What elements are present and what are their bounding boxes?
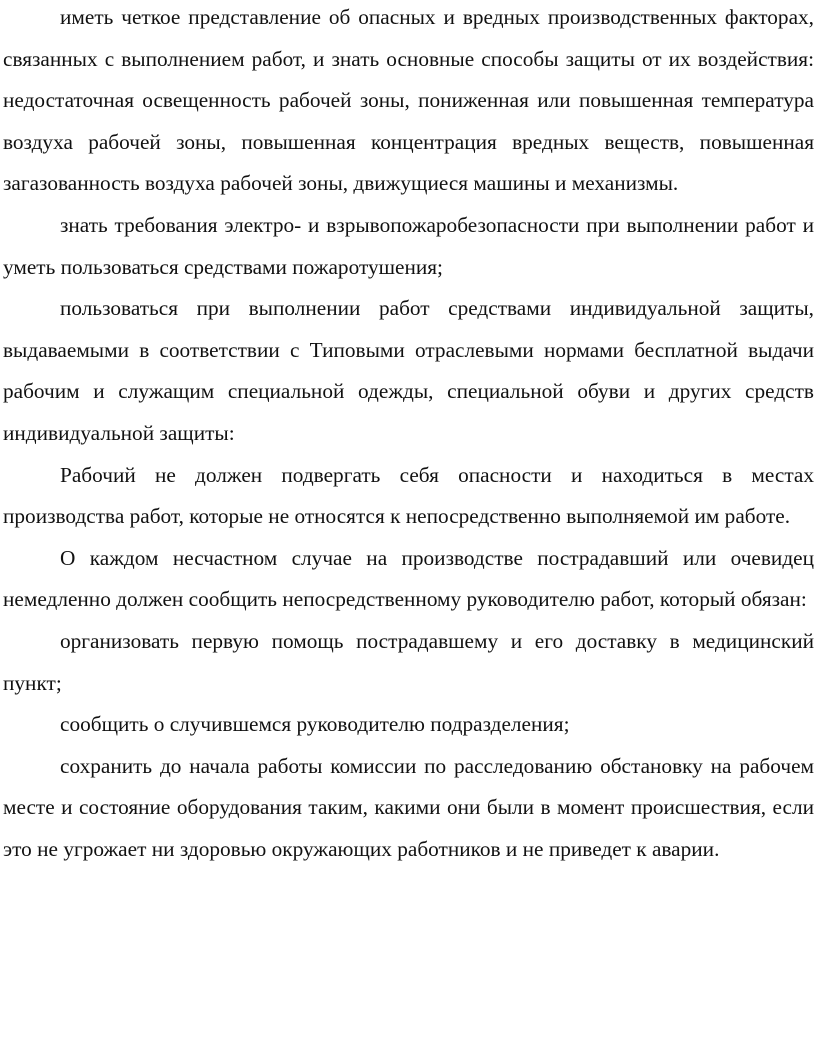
paragraph-ppe-usage: пользоваться при выполнении работ средствами индивидуальной защиты, выдаваемыми в соответствии с Типовыми отраслевыми нормами бесплатной выдачи рабочим и служащим специальной одежды, специальной обуви и других средств индивидуальной защиты: [3,296,814,445]
paragraph-fire-safety: знать требования электро- и взрывопожаробезопасности при выполнении работ и уметь пользоваться средствами пожаротушения; [3,212,814,279]
paragraph-accident-reporting: О каждом несчастном случае на производстве пострадавший или очевидец немедленно должен сообщить непосредственному руководителю работ, который обязан: [3,545,814,612]
paragraph-worker-restriction: Рабочий не должен подвергать себя опасности и находиться в местах производства работ, которые не относятся к непосредственно выполняемой им работе. [3,462,814,529]
paragraph-preserve-scene: сохранить до начала работы комиссии по расследованию обстановку на рабочем месте и состояние оборудования таким, какими они были в момент происшествия, если это не угрожает ни здоровью окружающих работников и не приведет к аварии. [3,753,814,861]
paragraph-first-aid: организовать первую помощь пострадавшему и его доставку в медицинский пункт; [3,628,814,695]
paragraph-notify-supervisor: сообщить о случившемся руководителю подразделения; [60,712,570,737]
paragraph-hazard-awareness: иметь четкое представление об опасных и вредных производственных факторах, связанных с выполнением работ, и знать основные способы защиты от их воздействия: недостаточная освещенность рабочей зоны, пониженная или повышенная температура воздуха рабочей зоны, повышенная концентрация вредных веществ, повышенная загазованность воздуха рабочей зоны, движущиеся машины и механизмы. [3,5,814,196]
